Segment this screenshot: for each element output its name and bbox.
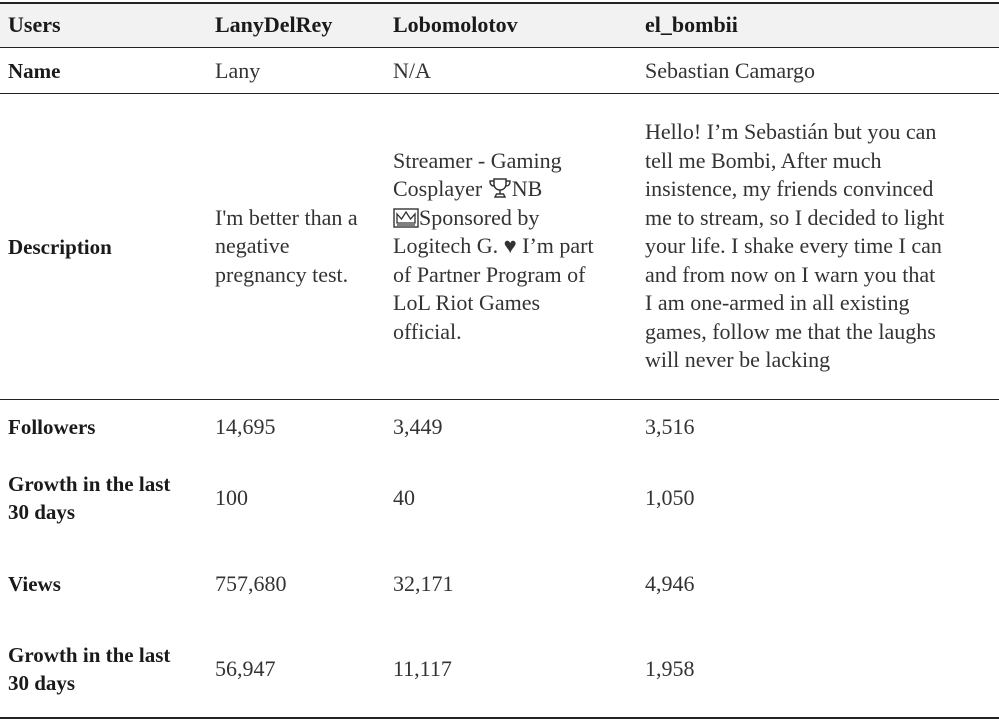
crown-icon xyxy=(393,208,419,228)
row-label-name: Name xyxy=(8,59,61,83)
cell-name-3: Sebastian Camargo xyxy=(645,57,816,83)
cell-views-growth-3: 1,958 xyxy=(645,655,695,681)
table-row-views-growth xyxy=(0,632,999,706)
desc2-line2a: Cosplayer xyxy=(393,176,488,202)
cell-description-3: Hello! I’m Sebastián but you can tell me Bombi, After much insistence, my friends convinced me to stream, so I decided to light your life. I shake every time I can and from now on I warn you that I am one-armed in all existing games, follow me that the laughs will never be lacking xyxy=(645,119,945,373)
table-row-followers xyxy=(0,401,999,453)
cell-views-2: 32,171 xyxy=(393,570,454,596)
bottom-rule xyxy=(0,717,999,719)
desc2-line2b: NB xyxy=(511,176,543,202)
desc2-rest: Logitech G. ♥ I’m part of Partner Program of LoL Riot Games official. xyxy=(393,233,594,344)
row-label-views-growth: Growth in the last 30 days xyxy=(8,643,171,695)
cell-followers-3: 3,516 xyxy=(645,413,695,439)
cell-description-1: I'm better than a negative pregnancy test. xyxy=(215,204,358,287)
cell-views-growth-1: 56,947 xyxy=(215,655,276,681)
table-row-description xyxy=(0,95,999,398)
table-row-followers-growth xyxy=(0,462,999,534)
cell-views-growth-2: 11,117 xyxy=(393,655,452,681)
table-row-views xyxy=(0,558,999,610)
cell-name-2: N/A xyxy=(393,57,431,83)
name-rule xyxy=(0,93,999,94)
row-label-followers-growth: Growth in the last 30 days xyxy=(8,472,171,524)
top-rule xyxy=(0,2,999,4)
cell-followers-growth-3: 1,050 xyxy=(645,484,695,510)
header-user-lanydelrey: LanyDelRey xyxy=(215,12,333,37)
description-rule xyxy=(0,399,999,400)
table-row-name xyxy=(0,50,999,92)
desc2-line3 xyxy=(393,204,594,233)
cell-followers-2: 3,449 xyxy=(393,413,443,439)
trophy-icon xyxy=(488,177,512,199)
cell-views-3: 4,946 xyxy=(645,570,695,596)
cell-followers-growth-2: 40 xyxy=(393,484,415,510)
cell-description-2 xyxy=(393,147,594,347)
table-header-row xyxy=(0,3,999,47)
header-users: Users xyxy=(8,12,61,37)
row-label-views: Views xyxy=(8,572,61,596)
desc2-line1: Streamer - Gaming xyxy=(393,147,562,173)
cell-followers-1: 14,695 xyxy=(215,413,276,439)
header-user-el-bombii: el_bombii xyxy=(645,12,738,37)
cell-followers-growth-1: 100 xyxy=(215,484,248,510)
header-rule xyxy=(0,47,999,48)
desc2-line2 xyxy=(393,175,594,204)
row-label-description: Description xyxy=(8,234,112,259)
cell-name-1: Lany xyxy=(215,57,261,83)
header-user-lobomolotov: Lobomolotov xyxy=(393,12,518,37)
row-label-followers: Followers xyxy=(8,415,96,439)
cell-views-1: 757,680 xyxy=(215,570,287,596)
desc2-line3b: Sponsored by xyxy=(419,204,540,230)
